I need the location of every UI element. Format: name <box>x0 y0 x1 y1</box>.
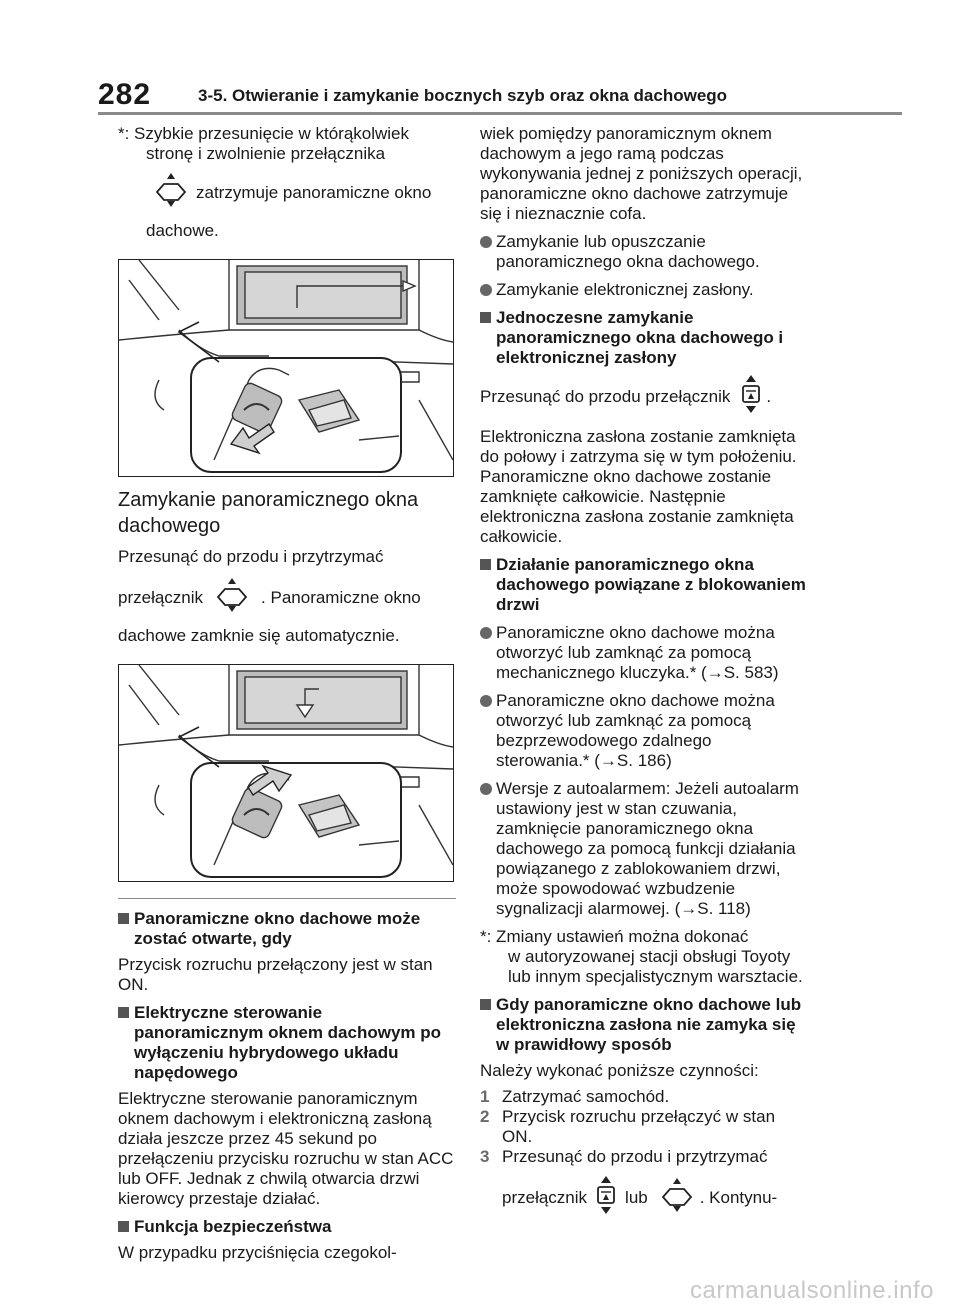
section-title: 3-5. Otwieranie i zamykanie bocznych szyb oraz okna dachowego <box>198 86 728 105</box>
slide-switch-icon <box>740 374 762 419</box>
header-rule <box>98 112 902 115</box>
right-column: wiek pomiędzy panoramicznym oknem dachowym a jego ramą podczas wykonywania jednej z poniższych operacji, panoramiczne okno dachowe zatrzymuje się i nieznacznie cofa. Zamykanie lub opuszczanie panoramicznego okna dachowego. Zamykanie elektronicznej zasłony. Jednoczesne zamykanie panoramicznego okna dachowego i elektronicznej zasłony Przesunąć do przodu przełącznik . Elektroniczna zasłona zostanie zamknięta do połowy i zatrzyma się w tym położeniu. Panoramiczne okno dachowe zostanie zamknięte całkowicie. Następnie elektroniczna zasłona zostanie zamknięta całkowicie. Działanie panoramicznego okna dachowego powiązane z blokowaniem drzwi Panoramiczne okno dachowe można otworzyć lub zamknąć za pomocą mechanicznego kluczyka.* (→S. 583) Panoramiczne okno dachowe można otworzyć lub zamknąć za pomocą bezprzewodowego zdalnego sterowania.* (→S. 186) Wersje z autoalarmem: Jeżeli autoalarm ustawiony jest w stan czuwania, zamknięcie panoramicznego okna dachowego za pomocą funkcji działania powiązanego z zablokowaniem drzwi, może spowodować wzbudzenie sygnalizacji alarmowej. (→S. 118) *: Zmiany ustawień można dokonać w autoryzowanej stacji obsługi Toyoty lub innym specjalistycznym warsztacie. Gdy panoramiczne okno dachowe lub elektroniczna zasłona nie zamyka się w prawidłowy sposób Należy wykonać poniższe czynności: 1 Zatrzymać samochód. 2 Przycisk rozruchu przełączyć w stan ON. 3 Przesunąć do przodu i przytrzymać przełącznik lub . Kontynu- <box>480 124 806 1220</box>
step-item: 2 Przycisk rozruchu przełączyć w stan ON. <box>480 1107 776 1146</box>
divider <box>118 898 456 899</box>
heading-after-off: Elektryczne sterowanie panoramicznym oknem dachowym po wyłączeniu hybrydowego układu napędowego <box>118 1003 456 1083</box>
bullet-item: Wersje z autoalarmem: Jeżeli autoalarm ustawiony jest w stan czuwania, zamknięcie panoramicznego okna dachowego za pomocą funkcji działania powiązanego z zablokowaniem drzwi, może spowodować wzbudzenie sygnalizacji alarmowej. (→S. 118) <box>480 779 806 919</box>
heading-door-lock: Działanie panoramicznego okna dachowego powiązane z blokowaniem drzwi <box>480 555 806 615</box>
bullet-item: Panoramiczne okno dachowe można otworzyć lub zamknąć za pomocą bezprzewodowego zdalnego sterowania.* (→S. 186) <box>480 691 806 771</box>
figure1-caption-title: Zamykanie panoramicznego okna dachowego <box>118 489 419 537</box>
bullet-item: Zamykanie lub opuszczanie panoramicznego okna dachowego. <box>480 232 806 272</box>
slide-switch-icon <box>595 1175 617 1220</box>
page-number: 282 <box>98 78 152 111</box>
heading-malfunction: Gdy panoramiczne okno dachowe lub elektroniczna zasłona nie zamyka się w prawidłowy sposób <box>480 995 806 1055</box>
sunroof-tilt-figure <box>118 664 454 882</box>
footnote: *: Szybkie przesunięcie w którąkolwiek stronę i zwolnienie przełącznika <box>118 124 410 163</box>
bullet-item: Panoramiczne okno dachowe można otworzyć lub zamknąć za pomocą mechanicznego kluczyka.* (→S. 583) <box>480 623 806 683</box>
footnote: *: Zmiany ustawień można dokonać w autoryzowanej stacji obsługi Toyoty lub innym specjalistycznym warsztacie. <box>480 927 803 986</box>
step-item: 1 Zatrzymać samochód. <box>480 1087 670 1106</box>
bullet-item: Zamykanie elektronicznej zasłony. <box>480 280 806 300</box>
sunroof-close-figure <box>118 259 454 477</box>
heading-simultaneous-close: Jednoczesne zamykanie panoramicznego okna dachowego i elektronicznej zasłony <box>480 308 806 368</box>
watermark-site: carmanualsonline.info <box>690 1277 934 1304</box>
heading-safety: Funkcja bezpieczeństwa <box>118 1217 456 1237</box>
left-column: *: Szybkie przesunięcie w którąkolwiek stronę i zwolnienie przełącznika zatrzymuje panoramiczne okno dachowe. Zamykanie panoramicznego okna dachowego Przesunąć do przodu i przytrzymać przełącznik . Panoramiczne okno dachowe zamknie się automatycznie. Panoramiczne okno dachowe może zostać otwarte, gdy Przycisk rozruchu przełączony jest w stan ON. Elektryczne sterowanie panoramicznym oknem dachowym po wyłączeniu hybrydowego układu napędowego Elektryczne sterowanie panoramicznym oknem dachowym i elektroniczną zasłoną działa jeszcze przez 45 sekund po przełączeniu przycisku rozruchu w stan ACC lub OFF. Jednak z chwilą otwarcia drzwi kierowcy przestaje działać. Funkcja bezpieczeństwa W przypadku przyciśnięcia czegokol- <box>118 124 456 1269</box>
heading-open-conditions: Panoramiczne okno dachowe może zostać otwarte, gdy <box>118 909 456 949</box>
tilt-switch-icon <box>213 577 251 618</box>
step-item: 3 Przesunąć do przodu i przytrzymać <box>480 1147 768 1166</box>
tilt-switch-icon <box>152 172 190 213</box>
tilt-switch-icon <box>658 1177 696 1218</box>
